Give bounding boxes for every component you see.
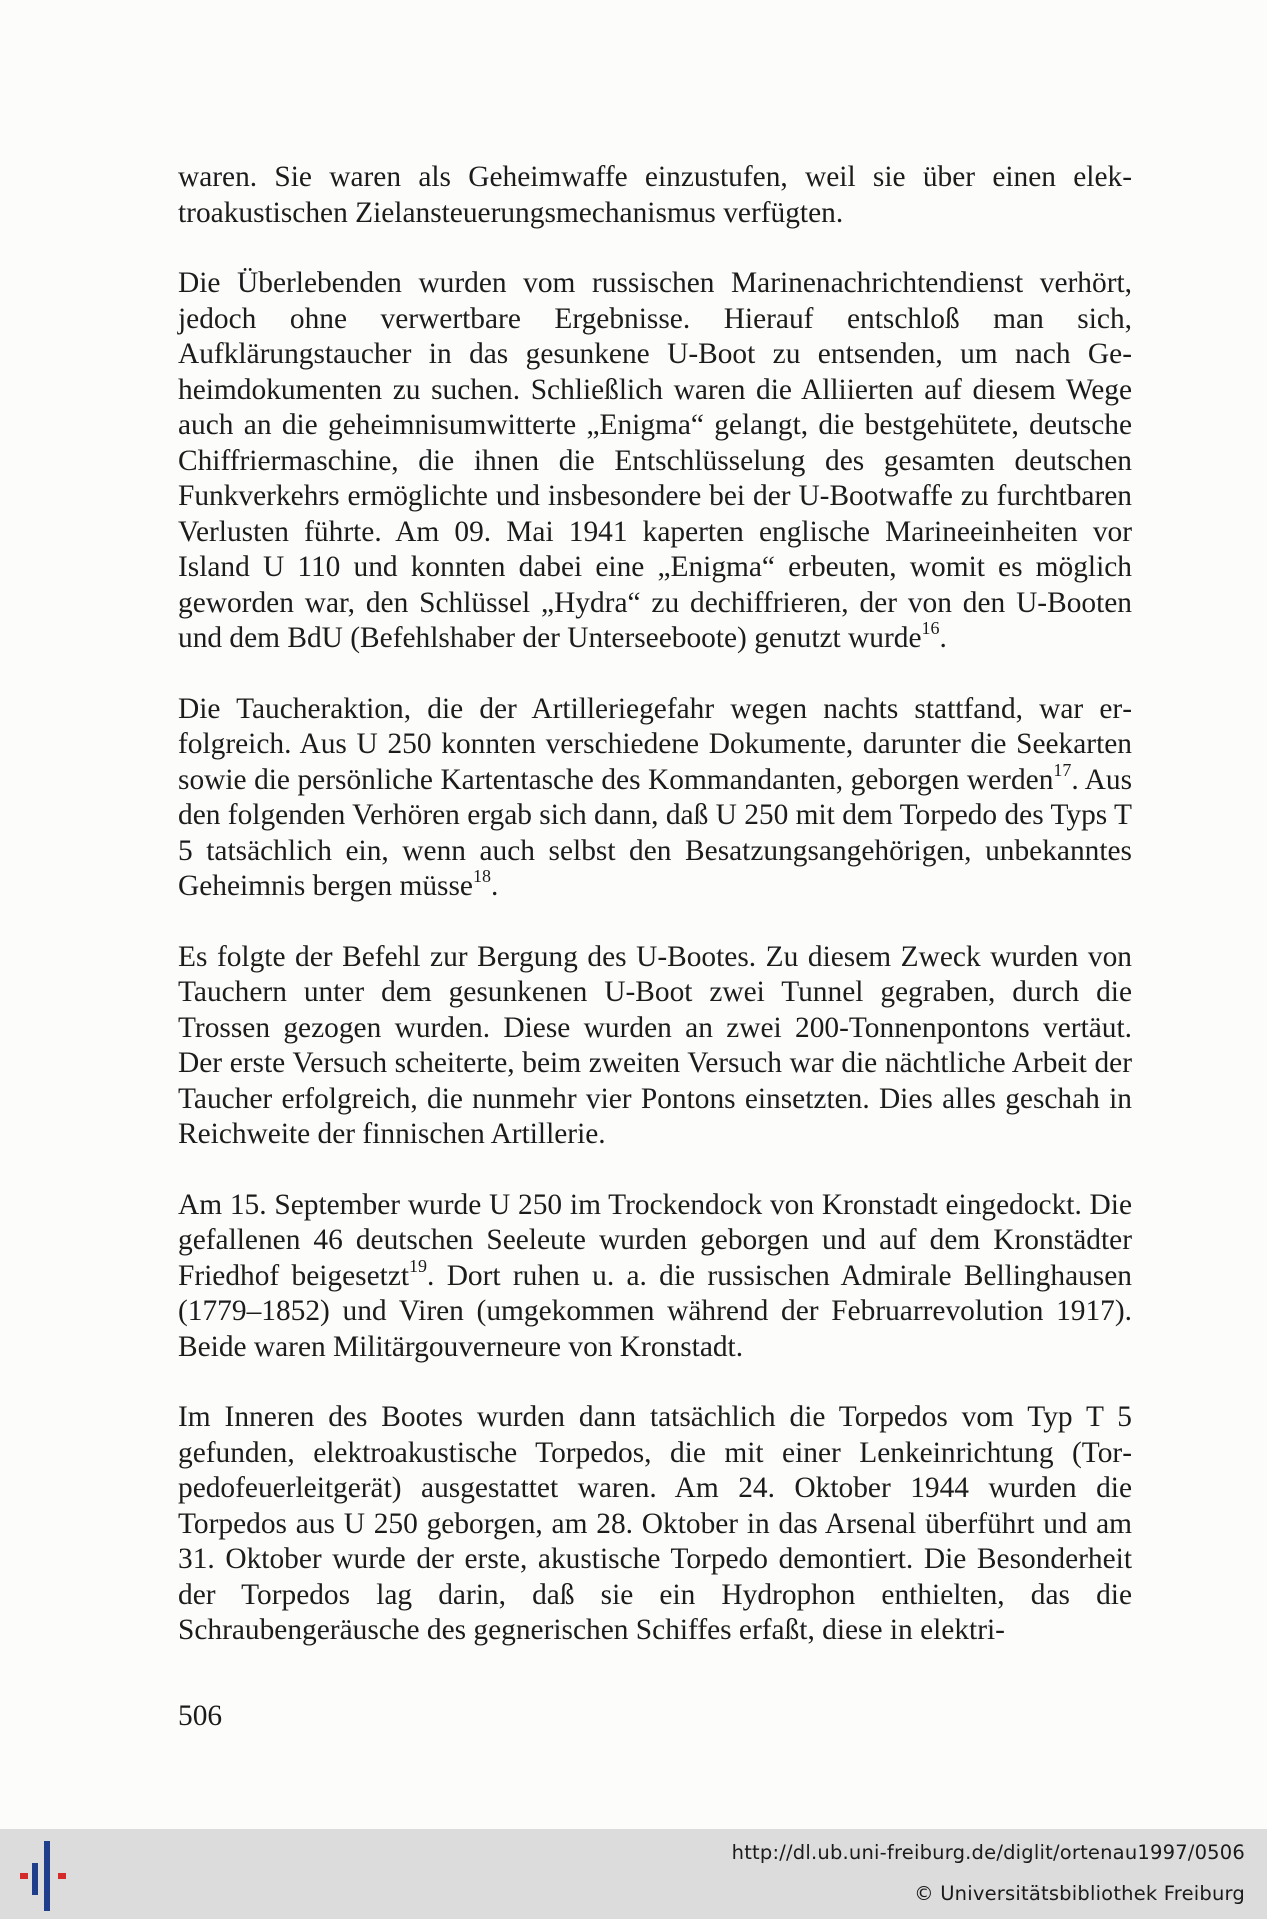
copyright-notice: © Universitätsbibliothek Freiburg: [914, 1882, 1245, 1905]
paragraph-text: . Dort ruhen u. a. die russischen Admirale Bellinghausen (1779–1852) und Viren (umgekommen während der Februarrevolution 1917). Beide waren Militärgouverneure von Kronstadt.: [178, 1259, 1132, 1363]
paragraph-text: Am 15. September wurde U 250 im Trockendock von Kronstadt eingedockt. Die gefallenen 46 deutschen Seeleute wurden geborgen und auf dem Kronstädter Friedhof beigesetzt: [178, 1188, 1132, 1292]
footnote-ref[interactable]: 16: [921, 618, 940, 639]
paragraph-text: Im Inneren des Bootes wurden dann tatsächlich die Torpedos vom Typ T 5 gefunden, elektroakustische Torpedos, die mit einer Lenkeinrichtung (Torpedofeuerleitgerät) ausgestattet waren. Am 24. Oktober 1944 wurden die Torpedos aus U 250 geborgen, am 28. Oktober in das Arsenal überführt und am 31. Oktober wurde der erste, akustische Torpedo demontiert. Die Besonderheit der Torpedos lag darin, daß sie ein Hydrophon enthielten, das die Schraubengeräusche des gegnerischen Schiffes erfaßt, diese in elektri-: [178, 1401, 1132, 1646]
paragraph: [178, 1188, 1132, 1366]
paragraph-text: Die Überlebenden wurden vom russischen Marinenachrichtendienst verhört, jedoch ohne verwertbare Ergebnisse. Hierauf entschloß man sich, Aufklärungstaucher in das gesunkene U-Boot zu entsenden, um nach Geheimdokumenten zu suchen. Schließlich waren die Alliierten auf diesem Wege auch an die geheimnisumwitterte „Enigma“ gelangt, die bestgehütete, deutsche Chiffriermaschine, die ihnen die Entschlüsselung des gesamten deutschen Funkverkehrs ermöglichte und insbesondere bei der U-Bootwaffe zu furchtbaren Verlusten führte. Am 09. Mai 1941 kaperten englische Marineeinheiten vor Island U 110 und konnten dabei eine „Enigma“ erbeuten, womit es möglich geworden war, den Schlüssel „Hydra“ zu dechiffrieren, der von den U-Booten und dem BdU (Befehlshaber der Unterseeboote) genutzt wurde: [178, 267, 1132, 654]
page-number: 506: [178, 1700, 223, 1732]
paragraph: [178, 160, 1132, 231]
paragraph-text: .: [490, 870, 499, 902]
paragraph-text: Die Taucheraktion, die der Artilleriegefahr wegen nachts stattfand, war erfolgreich. Aus U 250 konnten verschiedene Dokumente, darunter die Seekarten sowie die persönliche Kartentasche des Kommandanten, geborgen werden: [178, 692, 1132, 796]
paragraph: [178, 1400, 1132, 1649]
footnote-ref[interactable]: 17: [1053, 759, 1072, 780]
footnote-ref[interactable]: 19: [409, 1255, 428, 1276]
paragraph-text: waren. Sie waren als Geheimwaffe einzustufen, weil sie über einen elektroakustischen Zielansteuerungsmechanismus verfügten.: [178, 161, 1132, 229]
paragraph-text: . Aus den folgenden Verhören ergab sich dann, daß U 250 mit dem Torpedo des Typs T 5 tatsächlich ein, wenn auch selbst den Besatzungsangehörigen, unbekanntes Geheimnis bergen müsse: [178, 763, 1133, 902]
ub-freiburg-logo-icon[interactable]: [14, 1841, 80, 1911]
body-text: [178, 160, 1132, 1684]
paragraph: [178, 692, 1132, 905]
paragraph-text: Es folgte der Befehl zur Bergung des U-Bootes. Zu diesem Zweck wurden von Tauchern unter dem gesunkenen U-Boot zwei Tunnel gegraben, durch die Trossen gezogen wurden. Diese wurden an zwei 200-Tonnenpontons vertäut. Der erste Versuch scheiterte, beim zweiten Versuch war die nächtliche Arbeit der Taucher erfolgreich, die nunmehr vier Pontons einsetzten. Dies alles geschah in Reichweite der finnischen Artillerie.: [178, 940, 1132, 1150]
permalink[interactable]: http://dl.ub.uni-freiburg.de/diglit/ortenau1997/0506: [731, 1841, 1245, 1864]
paragraph: [178, 940, 1132, 1153]
paragraph: [178, 266, 1132, 657]
viewer-footer: [0, 1829, 1267, 1919]
footnote-ref[interactable]: 18: [472, 866, 491, 887]
paragraph-text: .: [939, 622, 947, 654]
